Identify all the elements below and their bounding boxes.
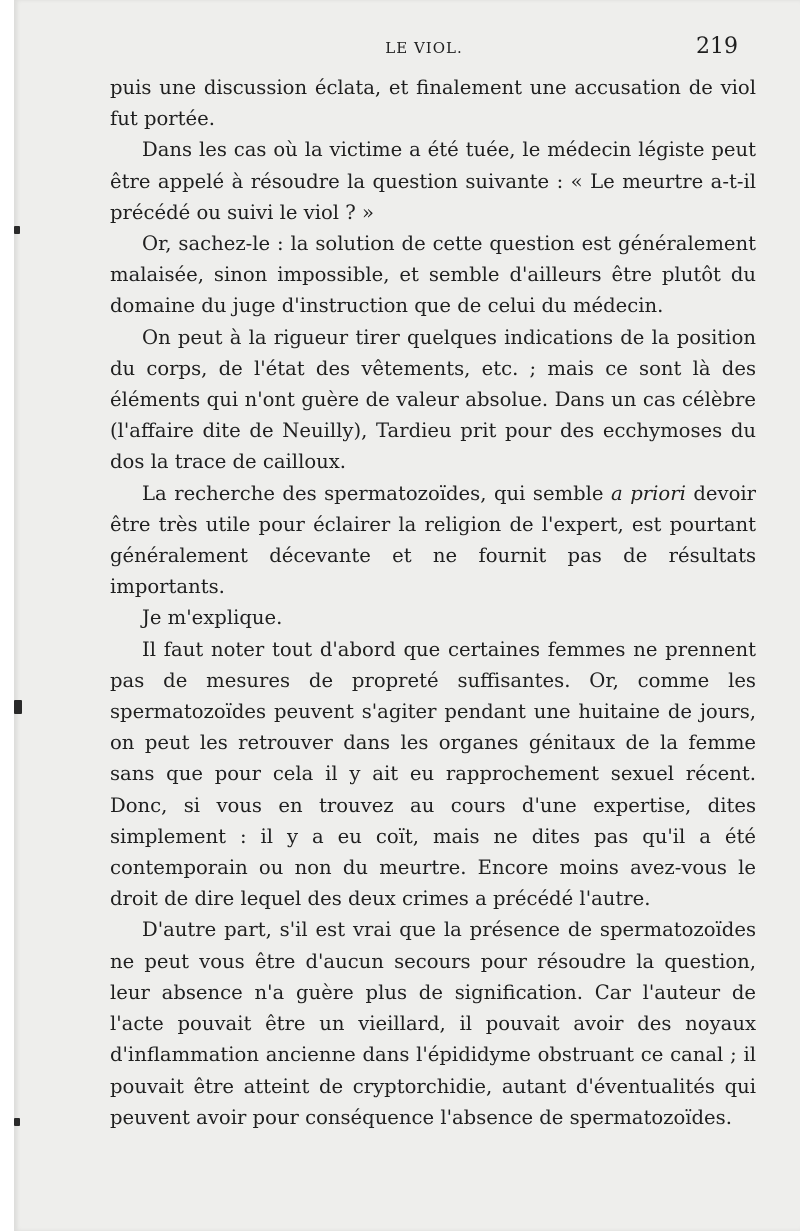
paragraph: Il faut noter tout d'abord que certaines femmes ne prennent pas de mesures de propreté suffisantes. Or, comme les spermatozoïdes peuvent s'agiter pendant une huitaine de jours, on peut les retrouver dans les organes génitaux de la femme sans que pour cela il y ait eu rapprochement sexuel récent. Donc, si vous en trouvez au cours d'une expertise, dites simplement : il y a eu coït, mais ne dites pas qu'il a été contemporain ou non du meurtre. Encore moins avez-vous le droit de dire lequel des deux crimes a précédé l'autre. [110, 637, 756, 911]
page-number: 219 [696, 34, 738, 59]
paragraph: D'autre part, s'il est vrai que la présence de spermatozoïdes ne peut vous être d'aucun secours pour résoudre la question, leur absence n'a guère plus de signification. Car l'auteur de l'acte pouvait être un vieillard, il pouvait avoir des noyaux d'inflammation ancienne dans l'épididyme obstruant ce canal ; il pouvait être atteint de cryptorchidie, autant d'éventualités qui peuvent avoir pour conséquence l'absence de spermatozoïdes. [110, 918, 756, 1129]
paragraph: Or, sachez-le : la solution de cette question est généralement malaisée, sinon impossible, et semble d'ailleurs être plutôt du domaine du juge d'instruction que de celui du médecin. [110, 232, 756, 318]
paragraph-text: devoir être très utile pour éclairer la religion de l'expert, est pourtant généralement décevante et ne fournit pas de résultats importants. [110, 481, 757, 599]
italic-phrase: a priori [611, 481, 686, 505]
paragraph: Je m'explique. [142, 606, 283, 630]
body-text [110, 72, 756, 1133]
paragraph: Dans les cas où la victime a été tuée, le médecin légiste peut être appelé à résoudre la question suivante : « Le meurtre a-t-il précédé ou suivi le viol ? » [110, 138, 756, 224]
paragraph: puis une discussion éclata, et finalement une accusation de viol fut portée. [110, 76, 756, 131]
running-title: LE VIOL. [385, 39, 463, 57]
paragraph [110, 478, 756, 603]
page-header [110, 34, 738, 64]
paragraph: On peut à la rigueur tirer quelques indications de la position du corps, de l'état des vêtements, etc. ; mais ce sont là des éléments qui n'ont guère de valeur absolue. Dans un cas célèbre (l'affaire dite de Neuilly), Tardieu prit pour des ecchymoses du dos la trace de cailloux. [110, 325, 756, 474]
margin-mark [14, 226, 20, 234]
paragraph-text: La recherche des spermatozoïdes, qui semble [142, 481, 612, 505]
margin-mark [14, 1118, 20, 1126]
margin-mark [14, 700, 22, 714]
